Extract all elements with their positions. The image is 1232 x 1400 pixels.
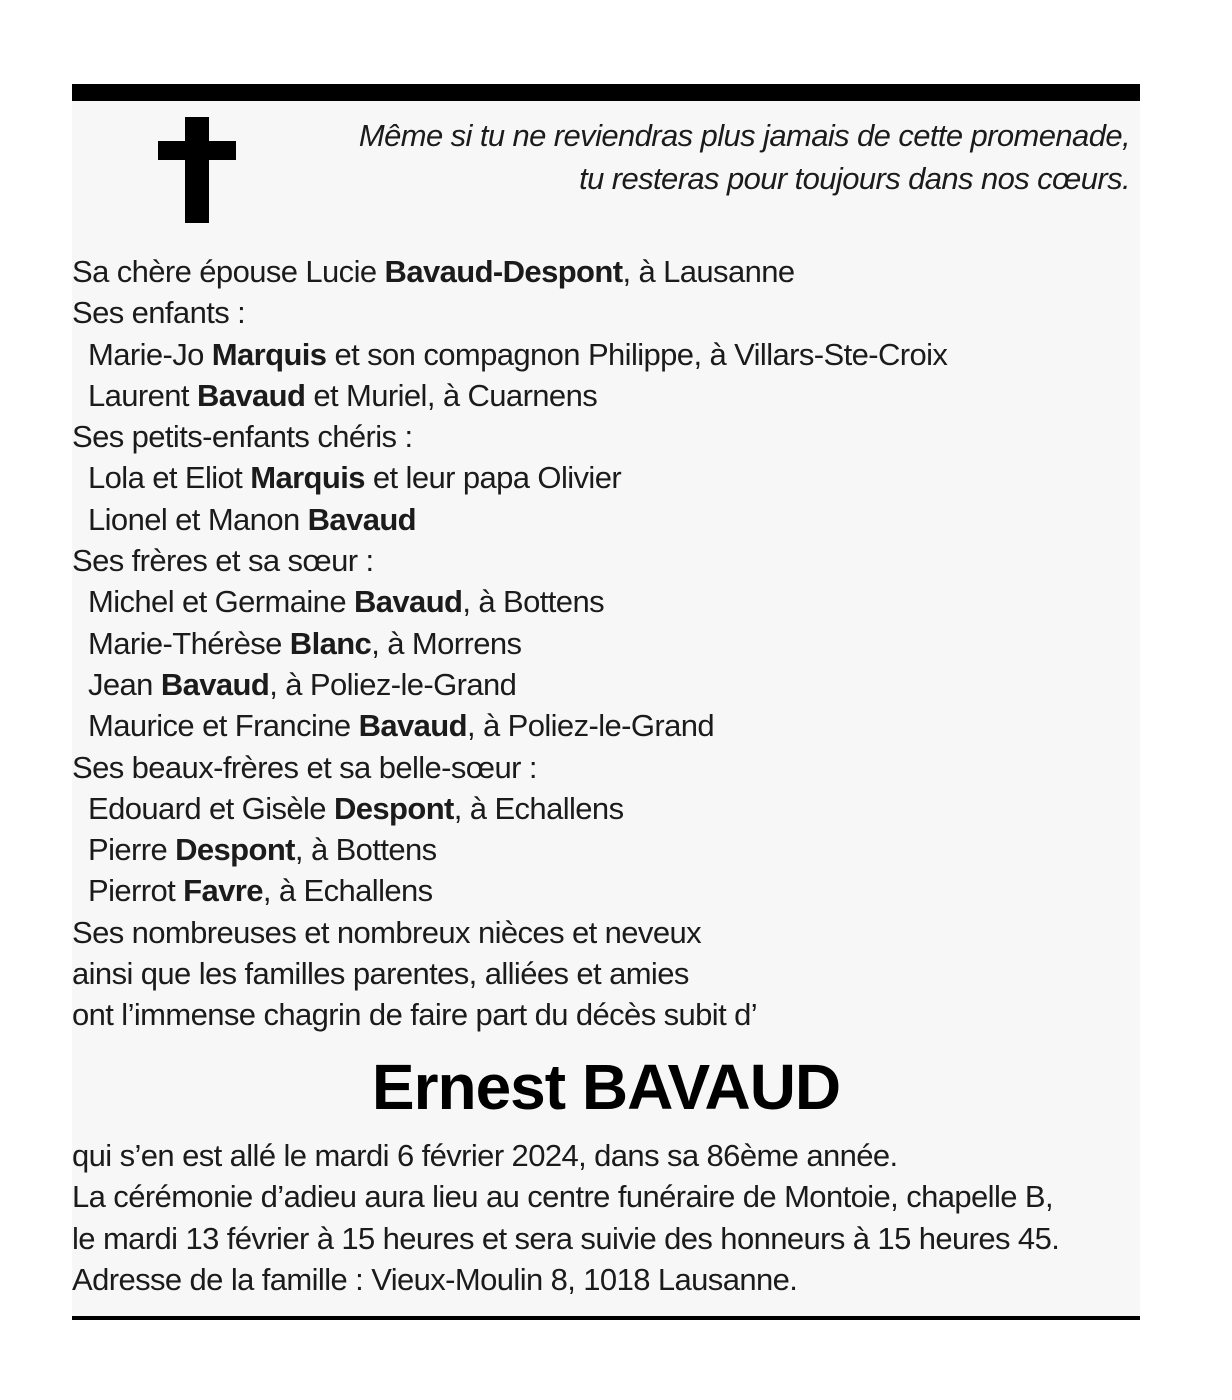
inlaw-line: Pierre Despont, à Bottens [88, 832, 437, 868]
child-line: Marie-Jo Marquis et son compagnon Philippe, à Villars-Ste-Croix [88, 336, 948, 372]
family-address-line: Adresse de la famille : Vieux-Moulin 8, 1018 Lausanne. [72, 1261, 798, 1297]
child-line: Laurent Bavaud et Muriel, à Cuarnens [88, 377, 598, 413]
children-heading: Ses enfants : [72, 295, 246, 331]
grandchild-line: Lola et Eliot Marquis et leur papa Olivier [88, 460, 622, 496]
inlaw-line: Pierrot Favre, à Echallens [88, 873, 433, 909]
epigraph-line: tu resteras pour toujours dans nos cœurs. [579, 161, 1130, 196]
passing-line: qui s’en est allé le mardi 6 février 2024, dans sa 86ème année. [72, 1138, 898, 1173]
announcement-line: ont l’immense chagrin de faire part du décès subit d’ [72, 997, 758, 1033]
cross-icon [158, 117, 236, 223]
deceased-name: Ernest BAVAUD [371, 1051, 841, 1123]
inlaws-heading: Ses beaux-frères et sa belle-sœur : [72, 749, 537, 785]
inlaw-line: Edouard et Gisèle Despont, à Echallens [88, 790, 624, 826]
top-rule [72, 84, 1140, 101]
bottom-rule [72, 1316, 1140, 1320]
ceremony-time-line: le mardi 13 février à 15 heures et sera suivie des honneurs à 15 heures 45. [72, 1220, 1060, 1256]
epigraph-line: Même si tu ne reviendras plus jamais de cette promenade, [358, 118, 1130, 153]
sibling-line: Marie-Thérèse Blanc, à Morrens [88, 625, 522, 661]
ceremony-line: La cérémonie d’adieu aura lieu au centre funéraire de Montoie, chapelle B, [72, 1179, 1053, 1215]
nieces-line: Ses nombreuses et nombreux nièces et neveux [72, 914, 702, 950]
sibling-line: Jean Bavaud, à Poliez-le-Grand [88, 666, 517, 702]
epigraph [230, 114, 1130, 200]
siblings-heading: Ses frères et sa sœur : [72, 543, 374, 579]
families-line: ainsi que les familles parentes, alliées et amies [72, 956, 689, 992]
ceremony-details [72, 1135, 1140, 1300]
sibling-line: Maurice et Francine Bavaud, à Poliez-le-Grand [88, 708, 714, 744]
sibling-line: Michel et Germaine Bavaud, à Bottens [88, 584, 604, 620]
grandchild-line: Lionel et Manon Bavaud [88, 501, 417, 537]
obituary-notice [72, 84, 1140, 1320]
grandchildren-heading: Ses petits-enfants chéris : [72, 419, 413, 455]
spouse-line: Sa chère épouse Lucie Bavaud-Despont, à Lausanne [72, 254, 795, 289]
family-list [72, 251, 1140, 1036]
